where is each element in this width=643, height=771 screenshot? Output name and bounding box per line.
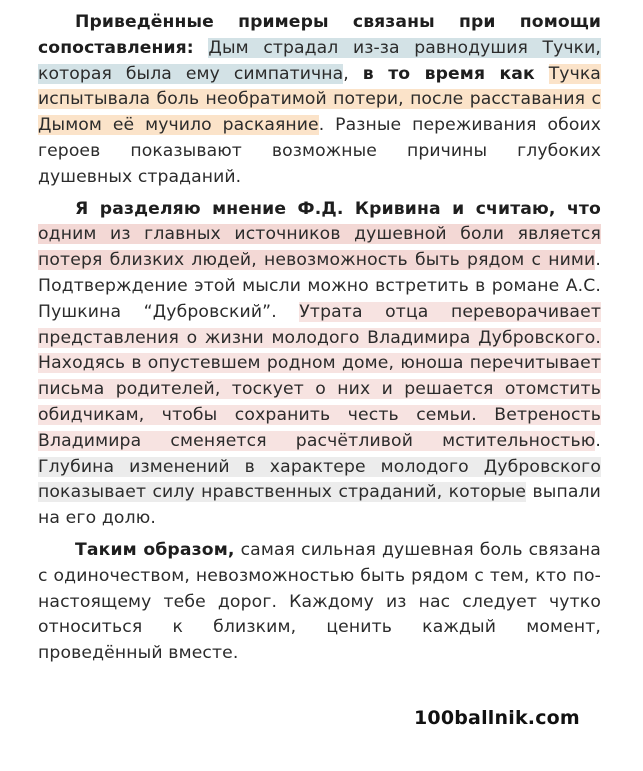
paragraph-conclusion xyxy=(38,538,601,667)
text-after-red: . Подтверждение этой мысли можно встретить в романе А.С. Пушкина “Дубровский”. xyxy=(38,250,601,322)
paragraph-comparison xyxy=(38,10,601,191)
highlight-red-passage: одним из главных источников душевной боли является потеря близких людей, невозможность быть рядом с ними xyxy=(38,224,601,271)
paragraph-ending: . Разные переживания обоих героев показывают возможные причины глубоких душевных страданий. xyxy=(38,115,601,187)
highlight-orange-passage: Тучка испытывала боль необратимой потери, после расставания с Дымом её мучило раскаяние xyxy=(38,63,601,136)
site-watermark: 100ballnik.com xyxy=(414,707,580,729)
essay-document xyxy=(38,10,601,673)
bold-opening: Я разделяю мнение Ф.Д. Кривина и считаю, что xyxy=(75,198,601,219)
bold-intro: Приведённые примеры связаны при помощи сопоставления: xyxy=(38,12,601,58)
comma: , xyxy=(343,63,349,84)
conclusion-text: самая сильная душевная боль связана с одиночеством, невозможностью быть рядом с тем, кто по-настоящему тебе дорог. Каждому из нас следует чутко относиться к близким, ценить каждый момент, проведённый вместе. xyxy=(38,539,601,664)
highlight-rose-passage: Утрата отца переворачивает представления о жизни молодого Владимира Дубровского. Находясь в опустевшем родном доме, юноша перечитывает письма родителей, тоскует о них и решается отомстить обидчикам, чтобы сохранить честь семьи. Ветреность Владимира сменяется расчётливой мстительностью xyxy=(38,301,601,451)
highlight-grey-passage: Глубина изменений в характере молодого Дубровского показывает силу нравственных страданий, которые xyxy=(38,456,601,503)
bold-opening: Таким образом, xyxy=(75,539,235,560)
bold-connector: в то время как xyxy=(362,63,535,84)
highlight-blue-passage: Дым страдал из-за равнодушия Тучки, которая была ему симпатична xyxy=(38,37,601,84)
text-after-rose: . xyxy=(595,430,601,451)
paragraph-ending: выпали на его долю. xyxy=(38,482,601,529)
paragraph-argument xyxy=(38,197,601,532)
